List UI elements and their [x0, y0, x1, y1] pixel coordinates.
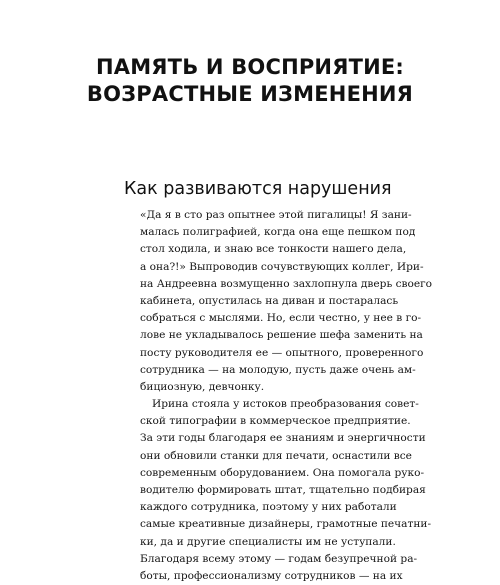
text-line: За эти годы благодаря ее знаниям и энергичности	[140, 432, 426, 445]
text-line: водителю формировать штат, тщательно подбирая	[140, 484, 426, 496]
text-line: самые креативные дизайнеры, грамотные печатни-	[140, 518, 432, 531]
text-line: каждого сотрудника, поэтому у них работали	[140, 501, 397, 514]
text-line: стол ходила, и знаю все тонкости нашего дела,	[140, 243, 407, 256]
text-line: лове не укладывалось решение шефа заменить на	[140, 329, 423, 342]
text-line: собраться с мыслями. Но, если честно, у нее в го-	[140, 312, 422, 325]
text-line: «Да я в сто раз опытнее этой пигалицы! Я зани-	[140, 209, 412, 221]
text-line: малась полиграфией, когда она еще пешком под	[140, 226, 416, 239]
body-text	[140, 207, 433, 585]
text-line: а она?!» Выпроводив сочувствующих коллег, Ири-	[140, 260, 424, 273]
chapter-title-line-2: ВОЗРАСТНЫЕ ИЗМЕНЕНИЯ	[86, 82, 414, 106]
text-line: бициозную, девчонку.	[140, 380, 265, 393]
text-line: кабинета, опустилась на диван и постаралась	[140, 294, 399, 307]
chapter-title-line-1: ПАМЯТЬ И ВОСПРИЯТИЕ:	[95, 55, 405, 79]
text-line: ской типографии в коммерческое предприятие.	[140, 415, 411, 428]
text-line: боты, профессионализму сотрудников — на их	[140, 569, 403, 582]
text-line: сотрудника — на молодую, пусть даже очень ам-	[140, 363, 416, 376]
chapter-title	[0, 54, 500, 108]
text-line: они обновили станки для печати, оснастили все	[140, 449, 412, 462]
text-line: посту руководителя ее — опытного, проверенного	[140, 346, 424, 359]
text-line: на Андреевна возмущенно захлопнула дверь своего	[140, 277, 433, 290]
text-line: Ирина стояла у истоков преобразования совет-	[152, 398, 419, 411]
text-line: Благодаря всему этому — годам безупречной ра-	[140, 552, 418, 565]
section-heading: Как развиваются нарушения	[124, 179, 392, 199]
text-line: ки, да и другие специалисты им не уступали.	[140, 535, 396, 548]
text-line: современным оборудованием. Она помогала руко-	[140, 466, 425, 479]
